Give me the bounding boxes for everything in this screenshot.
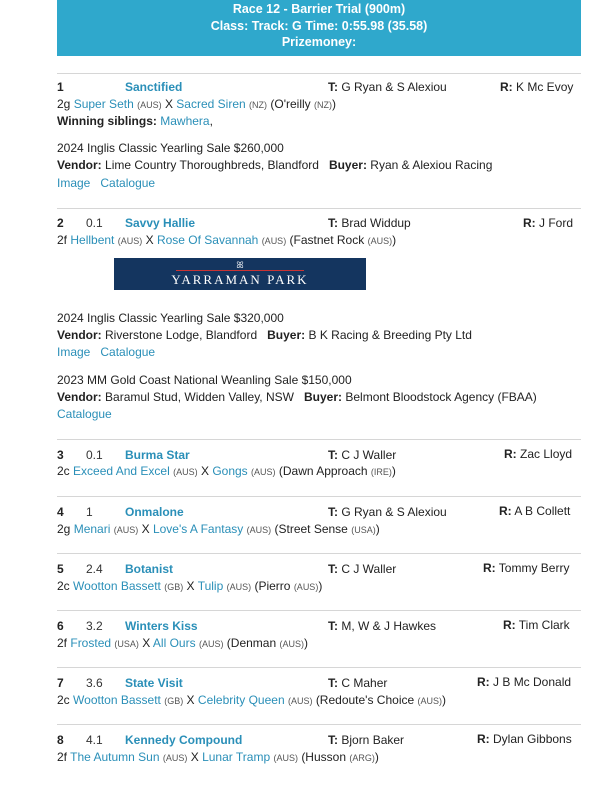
damsire-country: (AUS)	[367, 236, 393, 246]
runner-row	[57, 610, 581, 668]
sire-country: (USA)	[114, 639, 139, 649]
rider-name: A B Collett	[514, 504, 571, 518]
cross-x: X	[141, 522, 150, 536]
trainer-name: Bjorn Baker	[341, 733, 405, 747]
runner-row	[57, 724, 581, 783]
dam-country: (AUS)	[246, 525, 272, 535]
sire-link[interactable]: Menari	[73, 522, 111, 536]
vendor-label: Vendor:	[57, 390, 102, 404]
pedigree: 2c Wootton Bassett (GB) X Celebrity Queen (AUS) (Redoute's Choice (AUS))	[57, 693, 446, 707]
horse-name-link[interactable]: Winters Kiss	[125, 619, 198, 633]
runner-margin: 2.4	[86, 562, 103, 576]
dam-link[interactable]: Celebrity Queen	[197, 693, 285, 707]
trainer-name: C J Waller	[341, 562, 397, 576]
pedigree: 2c Wootton Bassett (GB) X Tulip (AUS) (Pierro (AUS))	[57, 579, 323, 593]
horse-name-link[interactable]: Kennedy Compound	[125, 733, 243, 747]
horse-name-link[interactable]: State Visit	[125, 676, 183, 690]
horse-name-link[interactable]: Botanist	[125, 562, 173, 576]
rider-name: Dylan Gibbons	[493, 732, 572, 746]
horse-name-link[interactable]: Onmalone	[125, 505, 184, 519]
damsire: (Fastnet Rock	[289, 233, 365, 247]
image-link[interactable]: Image	[57, 176, 91, 190]
rider-label: R:	[503, 618, 516, 632]
damsire: (Pierro	[254, 579, 291, 593]
cross-x: X	[200, 464, 209, 478]
age-sex: 2c	[57, 579, 70, 593]
age-sex: 2f	[57, 233, 68, 247]
trainer-label: T:	[328, 505, 338, 519]
dam-link[interactable]: Tulip	[197, 579, 224, 593]
pedigree: 2f The Autumn Sun (AUS) X Lunar Tramp (AUS) (Husson (ARG))	[57, 750, 379, 764]
sire-country: (AUS)	[137, 100, 162, 110]
catalogue-link[interactable]: Catalogue	[100, 345, 156, 359]
rider-label: R:	[477, 675, 490, 689]
dam-link[interactable]: Gongs	[212, 464, 248, 478]
runner-margin: 4.1	[86, 733, 103, 747]
buyer-name: Belmont Bloodstock Agency (FBAA)	[345, 390, 537, 404]
rider-label: R:	[477, 732, 490, 746]
pedigree: 2g Menari (AUS) X Love's A Fantasy (AUS) (Street Sense (USA))	[57, 522, 380, 536]
runner-margin: 0.1	[86, 216, 103, 230]
sire-country: (GB)	[164, 696, 184, 706]
vendor-buyer	[57, 158, 492, 173]
sire-link[interactable]: Wootton Bassett	[73, 579, 161, 593]
sire-link[interactable]: Wootton Bassett	[73, 693, 161, 707]
trainer-label: T:	[328, 448, 338, 462]
trainer-name: G Ryan & S Alexiou	[341, 505, 447, 519]
runner-margin: 3.6	[86, 676, 103, 690]
trainer-name: G Ryan & S Alexiou	[341, 80, 447, 94]
dam-country: (AUS)	[273, 753, 298, 763]
cross-x: X	[186, 579, 195, 593]
dam-country: (AUS)	[251, 467, 276, 477]
race-prizemoney: Prizemoney:	[281, 35, 357, 49]
cross-x: X	[145, 233, 154, 247]
siblings-label: Winning siblings:	[57, 114, 157, 128]
damsire-country: (AUS)	[417, 696, 442, 706]
damsire-country: (USA)	[351, 525, 376, 535]
siblings-tail: ,	[209, 114, 213, 128]
rider-label: R:	[523, 216, 536, 230]
runner-number: 2	[57, 216, 64, 230]
dam-link[interactable]: Love's A Fantasy	[152, 522, 244, 536]
catalogue-link[interactable]: Catalogue	[100, 176, 156, 190]
vendor-buyer	[57, 328, 472, 343]
trainer-label: T:	[328, 619, 338, 633]
vendor-label: Vendor:	[57, 328, 102, 342]
sibling-link[interactable]: Mawhera	[160, 114, 210, 128]
vendor-name: Baramul Stud, Widden Valley, NSW	[105, 390, 294, 404]
buyer-label: Buyer:	[267, 328, 306, 342]
runner-number: 5	[57, 562, 64, 576]
cross-x: X	[142, 636, 151, 650]
damsire-country: (IRE)	[370, 467, 392, 477]
trainer-name: C Maher	[341, 676, 388, 690]
rider-label: R:	[500, 80, 513, 94]
trainer-label: T:	[328, 676, 338, 690]
dam-link[interactable]: Sacred Siren	[176, 97, 246, 111]
race-header	[57, 0, 581, 56]
sire-country: (AUS)	[117, 236, 143, 246]
sale-info: 2023 MM Gold Coast National Weanling Sale $150,000	[57, 373, 352, 387]
cross-x: X	[164, 97, 173, 111]
rider-name: K Mc Evoy	[516, 80, 574, 94]
dam-link[interactable]: Rose Of Savannah	[156, 233, 259, 247]
sire-country: (AUS)	[162, 753, 188, 763]
horse-name-link[interactable]: Burma Star	[125, 448, 190, 462]
runner-number: 8	[57, 733, 64, 747]
race-class-track-time: Class: Track: G Time: 0:55.98 (35.58)	[210, 18, 428, 33]
horse-name-link[interactable]: Sanctified	[125, 80, 183, 94]
sire-country: (AUS)	[173, 467, 198, 477]
rider-name: Tim Clark	[518, 618, 570, 632]
damsire-country: (AUS)	[279, 639, 304, 649]
pedigree: 2c Exceed And Excel (AUS) X Gongs (AUS) (Dawn Approach (IRE))	[57, 464, 396, 478]
rider-name: Tommy Berry	[498, 561, 570, 575]
banner-text: YARRAMAN PARK	[171, 272, 309, 287]
runner-number: 3	[57, 448, 64, 462]
sire-link[interactable]: Hellbent	[70, 233, 115, 247]
pedigree: 2f Hellbent (AUS) X Rose Of Savannah (AUS) (Fastnet Rock (AUS))	[57, 233, 397, 247]
damsire: (Denman	[226, 636, 277, 650]
cross-x: X	[186, 693, 195, 707]
runner-row	[57, 73, 581, 209]
catalogue-link[interactable]: Catalogue	[57, 407, 112, 421]
runner-row	[57, 496, 581, 554]
damsire: (Husson	[301, 750, 346, 764]
dam-country: (AUS)	[287, 696, 313, 706]
buyer-label: Buyer:	[328, 158, 367, 172]
trainer-label: T:	[328, 733, 338, 747]
pedigree: 2g Super Seth (AUS) X Sacred Siren (NZ) (O'reilly (NZ))	[57, 97, 336, 111]
damsire-country: (AUS)	[293, 582, 319, 592]
runner-number: 7	[57, 676, 64, 690]
runner-margin: 1	[86, 505, 93, 519]
image-link[interactable]: Image	[57, 345, 91, 359]
trainer-label: T:	[328, 216, 338, 230]
sire-link[interactable]: Exceed And Excel	[73, 464, 170, 478]
trainer-name: M, W & J Hawkes	[341, 619, 437, 633]
sponsor-banner[interactable]	[114, 258, 366, 290]
trainer-name: Brad Widdup	[341, 216, 411, 230]
sire-link[interactable]: The Autumn Sun	[70, 750, 160, 764]
runner-row	[57, 553, 581, 611]
winning-siblings	[57, 114, 213, 129]
sire-country: (AUS)	[113, 525, 139, 535]
age-sex: 2f	[57, 750, 68, 764]
age-sex: 2f	[57, 636, 68, 650]
damsire-country: (NZ)	[314, 100, 332, 110]
race-title: Race 12 - Barrier Trial (900m)	[232, 2, 406, 16]
sale-info: 2024 Inglis Classic Yearling Sale $260,000	[57, 141, 284, 155]
runner-number: 6	[57, 619, 64, 633]
rider-label: R:	[499, 504, 512, 518]
age-sex: 2c	[57, 693, 70, 707]
runner-margin: 3.2	[86, 619, 103, 633]
sire-link[interactable]: Super Seth	[73, 97, 134, 111]
sire-link[interactable]: Frosted	[70, 636, 112, 650]
dam-link[interactable]: Lunar Tramp	[202, 750, 271, 764]
dam-country: (AUS)	[261, 236, 287, 246]
pedigree: 2f Frosted (USA) X All Ours (AUS) (Denman (AUS))	[57, 636, 308, 650]
rider-name: J B Mc Donald	[493, 675, 572, 689]
sale-info: 2024 Inglis Classic Yearling Sale $320,000	[57, 311, 284, 325]
buyer-name: Ryan & Alexiou Racing	[370, 158, 493, 172]
banner-divider	[176, 270, 304, 271]
rider-name: J Ford	[539, 216, 574, 230]
rider-name: Zac Lloyd	[520, 447, 573, 461]
age-sex: 2c	[57, 464, 70, 478]
cross-x: X	[190, 750, 199, 764]
dam-link[interactable]: All Ours	[152, 636, 196, 650]
runner-row	[57, 208, 581, 440]
vendor-label: Vendor:	[57, 158, 102, 172]
horse-name-link[interactable]: Savvy Hallie	[125, 216, 196, 230]
dam-country: (AUS)	[226, 582, 252, 592]
vendor-buyer	[57, 390, 537, 405]
age-sex: 2g	[57, 522, 71, 536]
rider-label: R:	[504, 447, 517, 461]
buyer-label: Buyer:	[304, 390, 343, 404]
trainer-label: T:	[328, 80, 338, 94]
stud-logo-icon: ꕤ	[236, 260, 244, 270]
runner-number: 1	[57, 80, 64, 94]
damsire-country: (ARG)	[349, 753, 375, 763]
runner-margin: 0.1	[86, 448, 103, 462]
dam-country: (AUS)	[198, 639, 224, 649]
dam-country: (NZ)	[249, 100, 268, 110]
vendor-name: Riverstone Lodge, Blandford	[105, 328, 258, 342]
sire-country: (GB)	[164, 582, 184, 592]
runner-number: 4	[57, 505, 64, 519]
damsire: (O'reilly	[270, 97, 311, 111]
trainer-name: C J Waller	[341, 448, 397, 462]
vendor-name: Lime Country Thoroughbreds, Blandford	[105, 158, 319, 172]
buyer-name: B K Racing & Breeding Pty Ltd	[308, 328, 472, 342]
runner-row	[57, 439, 581, 497]
damsire: (Street Sense	[274, 522, 348, 536]
rider-label: R:	[483, 561, 496, 575]
age-sex: 2g	[57, 97, 71, 111]
trainer-label: T:	[328, 562, 338, 576]
damsire: (Dawn Approach	[278, 464, 368, 478]
damsire: (Redoute's Choice	[315, 693, 415, 707]
runner-row	[57, 667, 581, 725]
